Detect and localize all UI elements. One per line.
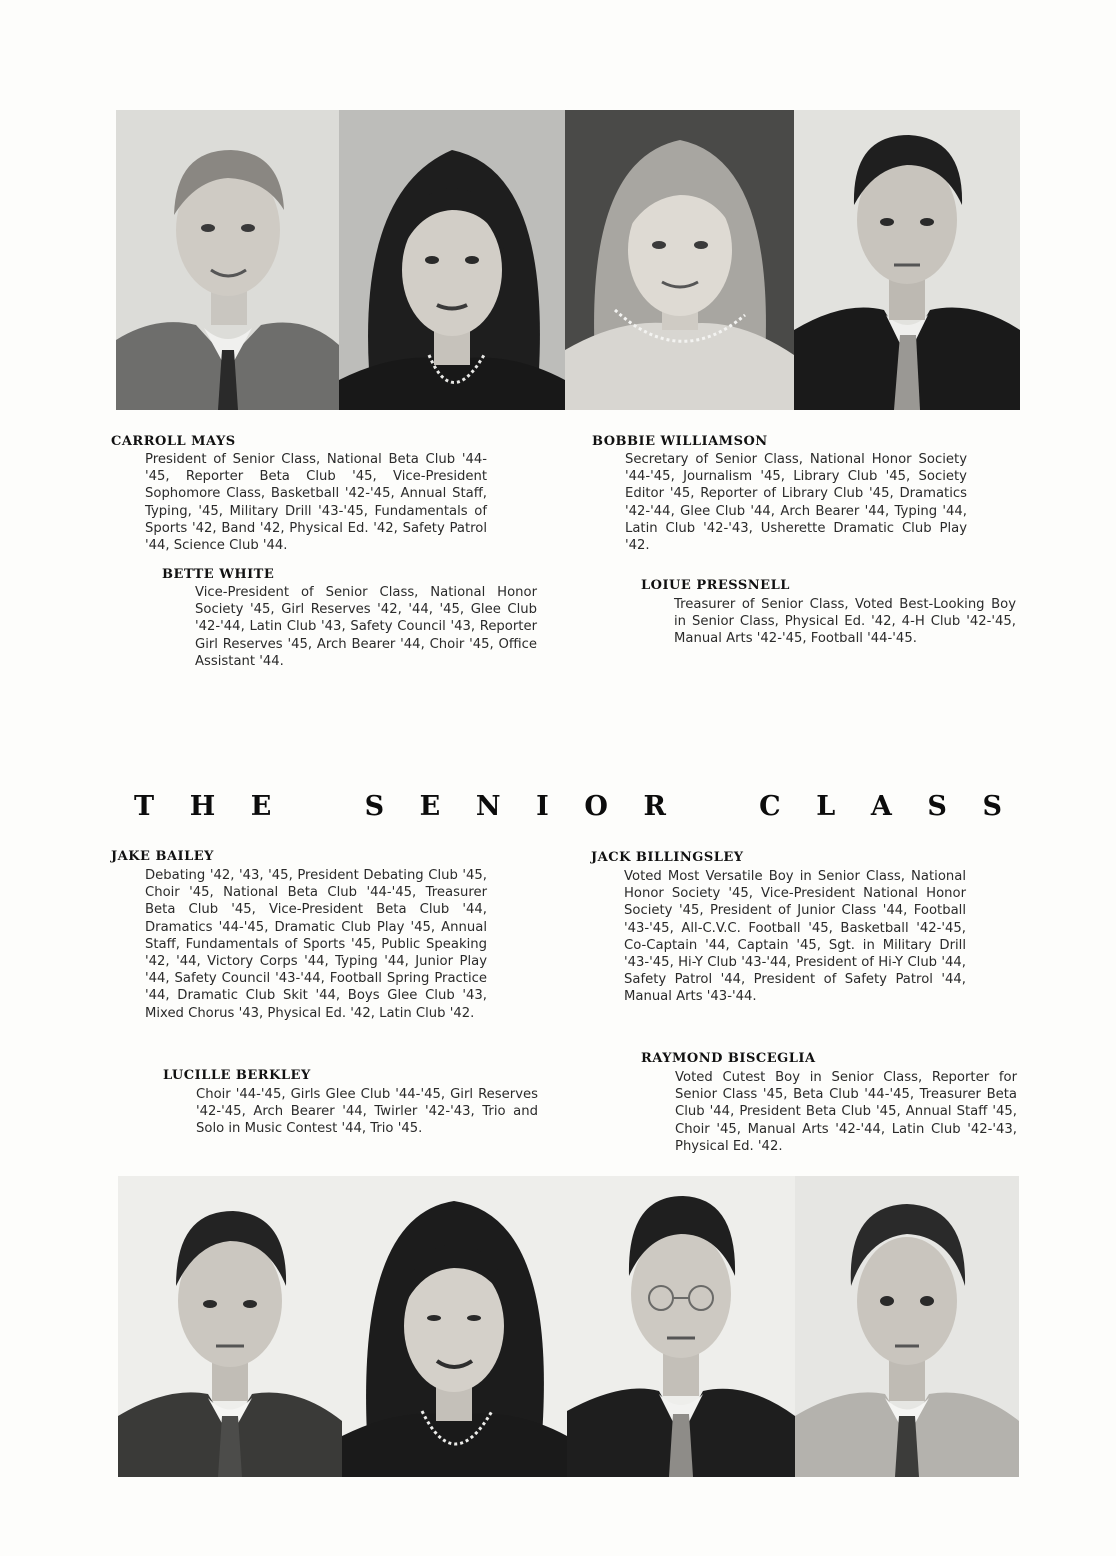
photo-jack-billingsley [567, 1176, 795, 1477]
photo-bette-white [339, 110, 565, 410]
heading-letter: S [982, 790, 1002, 822]
heading-letter: O [584, 790, 608, 822]
heading-letter: A [870, 790, 892, 822]
heading-letter: S [927, 790, 947, 822]
photo-lucille-berkley [342, 1176, 567, 1477]
heading-letter: E [419, 790, 441, 822]
heading-letter: I [536, 790, 549, 822]
heading-letter: N [475, 790, 501, 822]
heading-letter: L [816, 790, 836, 822]
name-bette-white: BETTE WHITE [162, 567, 275, 582]
photo-carroll-mays [116, 110, 339, 410]
bio-jake-bailey: Debating '42, '43, '45, President Debating Club '45, Choir '45, National Beta Club '44-'45, Treasurer Beta Club '45, Vice-President Beta Club '44, Dramatics '44-'45, Dramatic Club Play '45, Annual Staff, Fundamentals of Sports '45, Public Speaking '42, '44, Victory Corps '44, Typing '44, Junior Play '44, Safety Council '43-'44, Football Spring Practice '44, Dramatic Club Skit '44, Boys Glee Club '43, Mixed Chorus '43, Physical Ed. '42, Latin Club '42. [145, 868, 487, 1021]
name-loiue-pressnell: LOIUE PRESSNELL [641, 578, 790, 593]
name-bobbie-williamson: BOBBIE WILLIAMSON [592, 434, 768, 449]
photo-jake-bailey [118, 1176, 342, 1477]
heading-letter: H [189, 790, 216, 822]
bio-carroll-mays: President of Senior Class, National Beta Club '44-'45, Reporter Beta Club '45, Vice-President Sophomore Class, Basketball '42-'45, Annual Staff, Typing, '45, Military Drill '43-'45, Fundamentals of Sports '42, Band '42, Physical Ed. '42, Safety Patrol '44, Science Club '44. [145, 452, 487, 554]
page-heading [134, 786, 1002, 826]
bio-bobbie-williamson: Secretary of Senior Class, National Honor Society '44-'45, Journalism '45, Library Club '45, Society Editor '45, Reporter of Library Club '45, Dramatics '42-'44, Glee Club '44, Arch Bearer '44, Typing '44, Latin Club '42-'43, Usherette Dramatic Club Play '42. [625, 452, 967, 554]
name-lucille-berkley: LUCILLE BERKLEY [163, 1068, 311, 1083]
bio-bette-white: Vice-President of Senior Class, National Honor Society '45, Girl Reserves '42, '44, '45, Glee Club '42-'44, Latin Club '43, Safety Council '43, Reporter Girl Reserves '45, Arch Bearer '44, Choir '45, Office Assistant '44. [195, 585, 537, 669]
photo-raymond-bisceglia [795, 1176, 1019, 1477]
photo-bobbie-williamson [565, 110, 794, 410]
heading-letter: T [134, 790, 155, 822]
name-raymond-bisceglia: RAYMOND BISCEGLIA [641, 1051, 816, 1066]
bio-lucille-berkley: Choir '44-'45, Girls Glee Club '44-'45, Girl Reserves '42-'45, Arch Bearer '44, Twirler '42-'43, Trio and Solo in Music Contest '44, Trio '45. [196, 1087, 538, 1137]
heading-letter: E [250, 790, 272, 822]
heading-letter: R [643, 790, 666, 822]
bio-raymond-bisceglia: Voted Cutest Boy in Senior Class, Reporter for Senior Class '45, Beta Club '44-'45, Treasurer Beta Club '44, President Beta Club '45, Annual Staff '45, Choir '45, Manual Arts '42-'44, Latin Club '42-'43, Physical Ed. '42. [675, 1070, 1017, 1154]
photo-loiue-pressnell [794, 110, 1020, 410]
heading-letter: S [364, 790, 385, 822]
heading-letter: C [759, 790, 781, 822]
name-carroll-mays: CARROLL MAYS [111, 434, 236, 449]
name-jake-bailey: JAKE BAILEY [111, 849, 214, 864]
name-jack-billingsley: JACK BILLINGSLEY [591, 850, 744, 865]
bio-jack-billingsley: Voted Most Versatile Boy in Senior Class, National Honor Society '45, Vice-President National Honor Society '45, President of Junior Class '44, Football '43-'45, All-C.V.C. Football '45, Basketball '42-'45, Co-Captain '44, Captain '45, Sgt. in Military Drill '43-'45, Hi-Y Club '43-'44, President of Hi-Y Club '44, Safety Patrol '44, President of Safety Patrol '44, Manual Arts '43-'44. [624, 869, 966, 1005]
bio-loiue-pressnell: Treasurer of Senior Class, Voted Best-Looking Boy in Senior Class, Physical Ed. '42, 4-H Club '42-'45, Manual Arts '42-'45, Football '44-'45. [674, 597, 1016, 647]
